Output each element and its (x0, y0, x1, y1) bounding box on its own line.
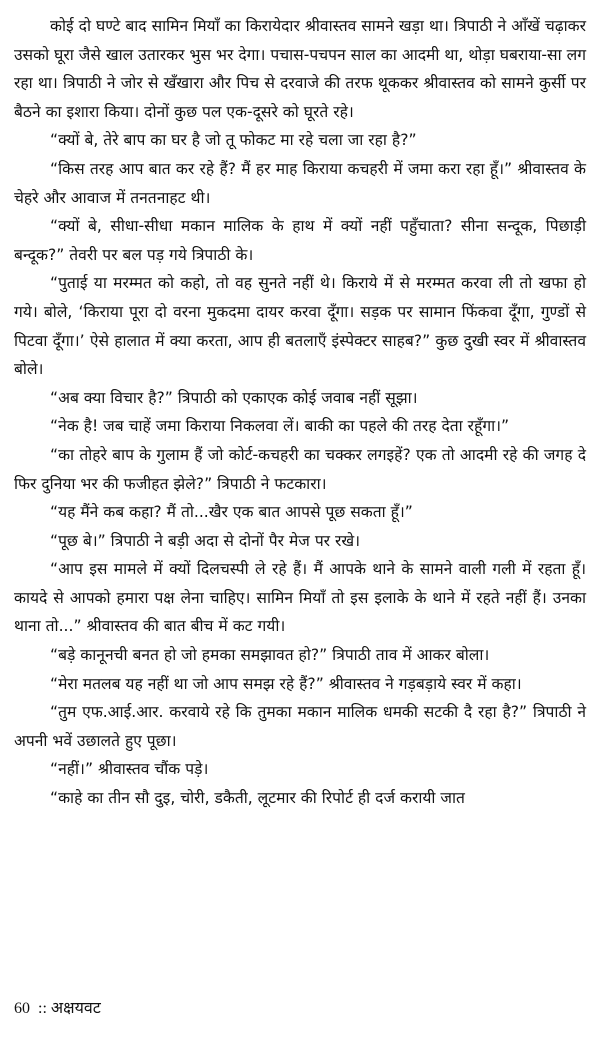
book-title: अक्षयवट (50, 1000, 101, 1017)
paragraph-10: “पूछ बे।” त्रिपाठी ने बड़ी अदा से दोनों पैर मेज पर रखे। (50, 531, 361, 550)
paragraph-12: “बड़े कानूनची बनत हो जो हमका समझावत हो?” त्रिपाठी ताव में आकर बोला। (50, 646, 490, 665)
page-number: 60 (14, 1000, 30, 1017)
paragraph-14: “तुम एफ.आई.आर. करवाये रहे कि तुमका मकान मालिक धमकी सटकी दै रहा है?” त्रिपाठी ने अपनी भवें उछालते हुए पूछा। (14, 703, 586, 750)
paragraph-4: “क्यों बे, सीधा-सीधा मकान मालिक के हाथ में क्यों नहीं पहुँचाता? सीना सन्दूक, पिछाड़ी बन्दूक?” तेवरी पर बल पड़ गये त्रिपाठी के। (14, 217, 586, 264)
paragraph-16: “काहे का तीन सौ दुइ, चोरी, डकैती, लूटमार की रिपोर्ट ही दर्ज करायी जात (50, 789, 465, 808)
paragraph-9: “यह मैंने कब कहा? मैं तो...खैर एक बात आपसे पूछ सकता हूँ।” (50, 503, 413, 522)
paragraph-8: “का तोहरे बाप के गुलाम हैं जो कोर्ट-कचहरी का चक्कर लगइहें? एक तो आदमी रहे की जगह दे फिर दुनिया भर की फजीहत झेले?” त्रिपाठी ने फटकारा। (14, 445, 586, 493)
footer-separator: :: (38, 1000, 47, 1017)
paragraph-11: “आप इस मामले में क्यों दिलचस्पी ले रहे हैं। मैं आपके थाने के सामने वाली गली में रहता हूँ। कायदे से आपको हमारा पक्ष लेना चाहिए। सामिन मियाँ तो इस इलाके के थाने में रहते नहीं हैं। उनका थाना तो...” श्रीवास्तव की बात बीच में कट गयी। (14, 560, 586, 636)
paragraph-5: “पुताई या मरम्मत को कहो, तो वह सुनते नहीं थे। किराये में से मरम्मत करवा ली तो खफा हो गये। बोले, ‘किराया पूरा दो वरना मुकदमा दायर करवा दूँगा। सड़क पर सामान फिंकवा दूँगा, गुण्डों से पिटवा दूँगा।’ ऐसे हालात में क्या करता, आप ही बतलाएँ इंस्पेक्टर साहब?” कुछ दुखी स्वर में श्रीवास्तव बोले। (14, 274, 586, 379)
paragraph-13: “मेरा मतलब यह नहीं था जो आप समझ रहे हैं?” श्रीवास्तव ने गड़बड़ाये स्वर में कहा। (50, 674, 522, 693)
page-footer (14, 996, 101, 1018)
page-body-text (14, 12, 586, 813)
paragraph-3: “किस तरह आप बात कर रहे हैं? मैं हर माह किराया कचहरी में जमा करा रहा हूँ।” श्रीवास्तव के चेहरे और आवाज में तनतनाहट थी। (14, 159, 586, 207)
paragraph-2: “क्यों बे, तेरे बाप का घर है जो तू फोकट मा रहे चला जा रहा है?” (50, 131, 417, 150)
paragraph-6: “अब क्या विचार है?” त्रिपाठी को एकाएक कोई जवाब नहीं सूझा। (50, 388, 418, 407)
paragraph-15: “नहीं।” श्रीवास्तव चौंक पड़े। (50, 760, 209, 779)
paragraph-7: “नेक है! जब चाहें जमा किराया निकलवा लें। बाकी का पहले की तरह देता रहूँगा।” (50, 417, 510, 436)
paragraph-1: कोई दो घण्टे बाद सामिन मियाँ का किरायेदार श्रीवास्तव सामने खड़ा था। त्रिपाठी ने आँखें चढ़ाकर उसको घूरा जैसे खाल उतारकर भुस भर देगा। पचास-पचपन साल का आदमी था, थोड़ा घबराया-सा लग रहा था। त्रिपाठी ने जोर से खँखारा और पिच से दरवाजे की तरफ थूककर श्रीवास्तव को सामने कुर्सी पर बैठने का इशारा किया। दोनों कुछ पल एक-दूसरे को घूरते रहे। (14, 17, 586, 121)
